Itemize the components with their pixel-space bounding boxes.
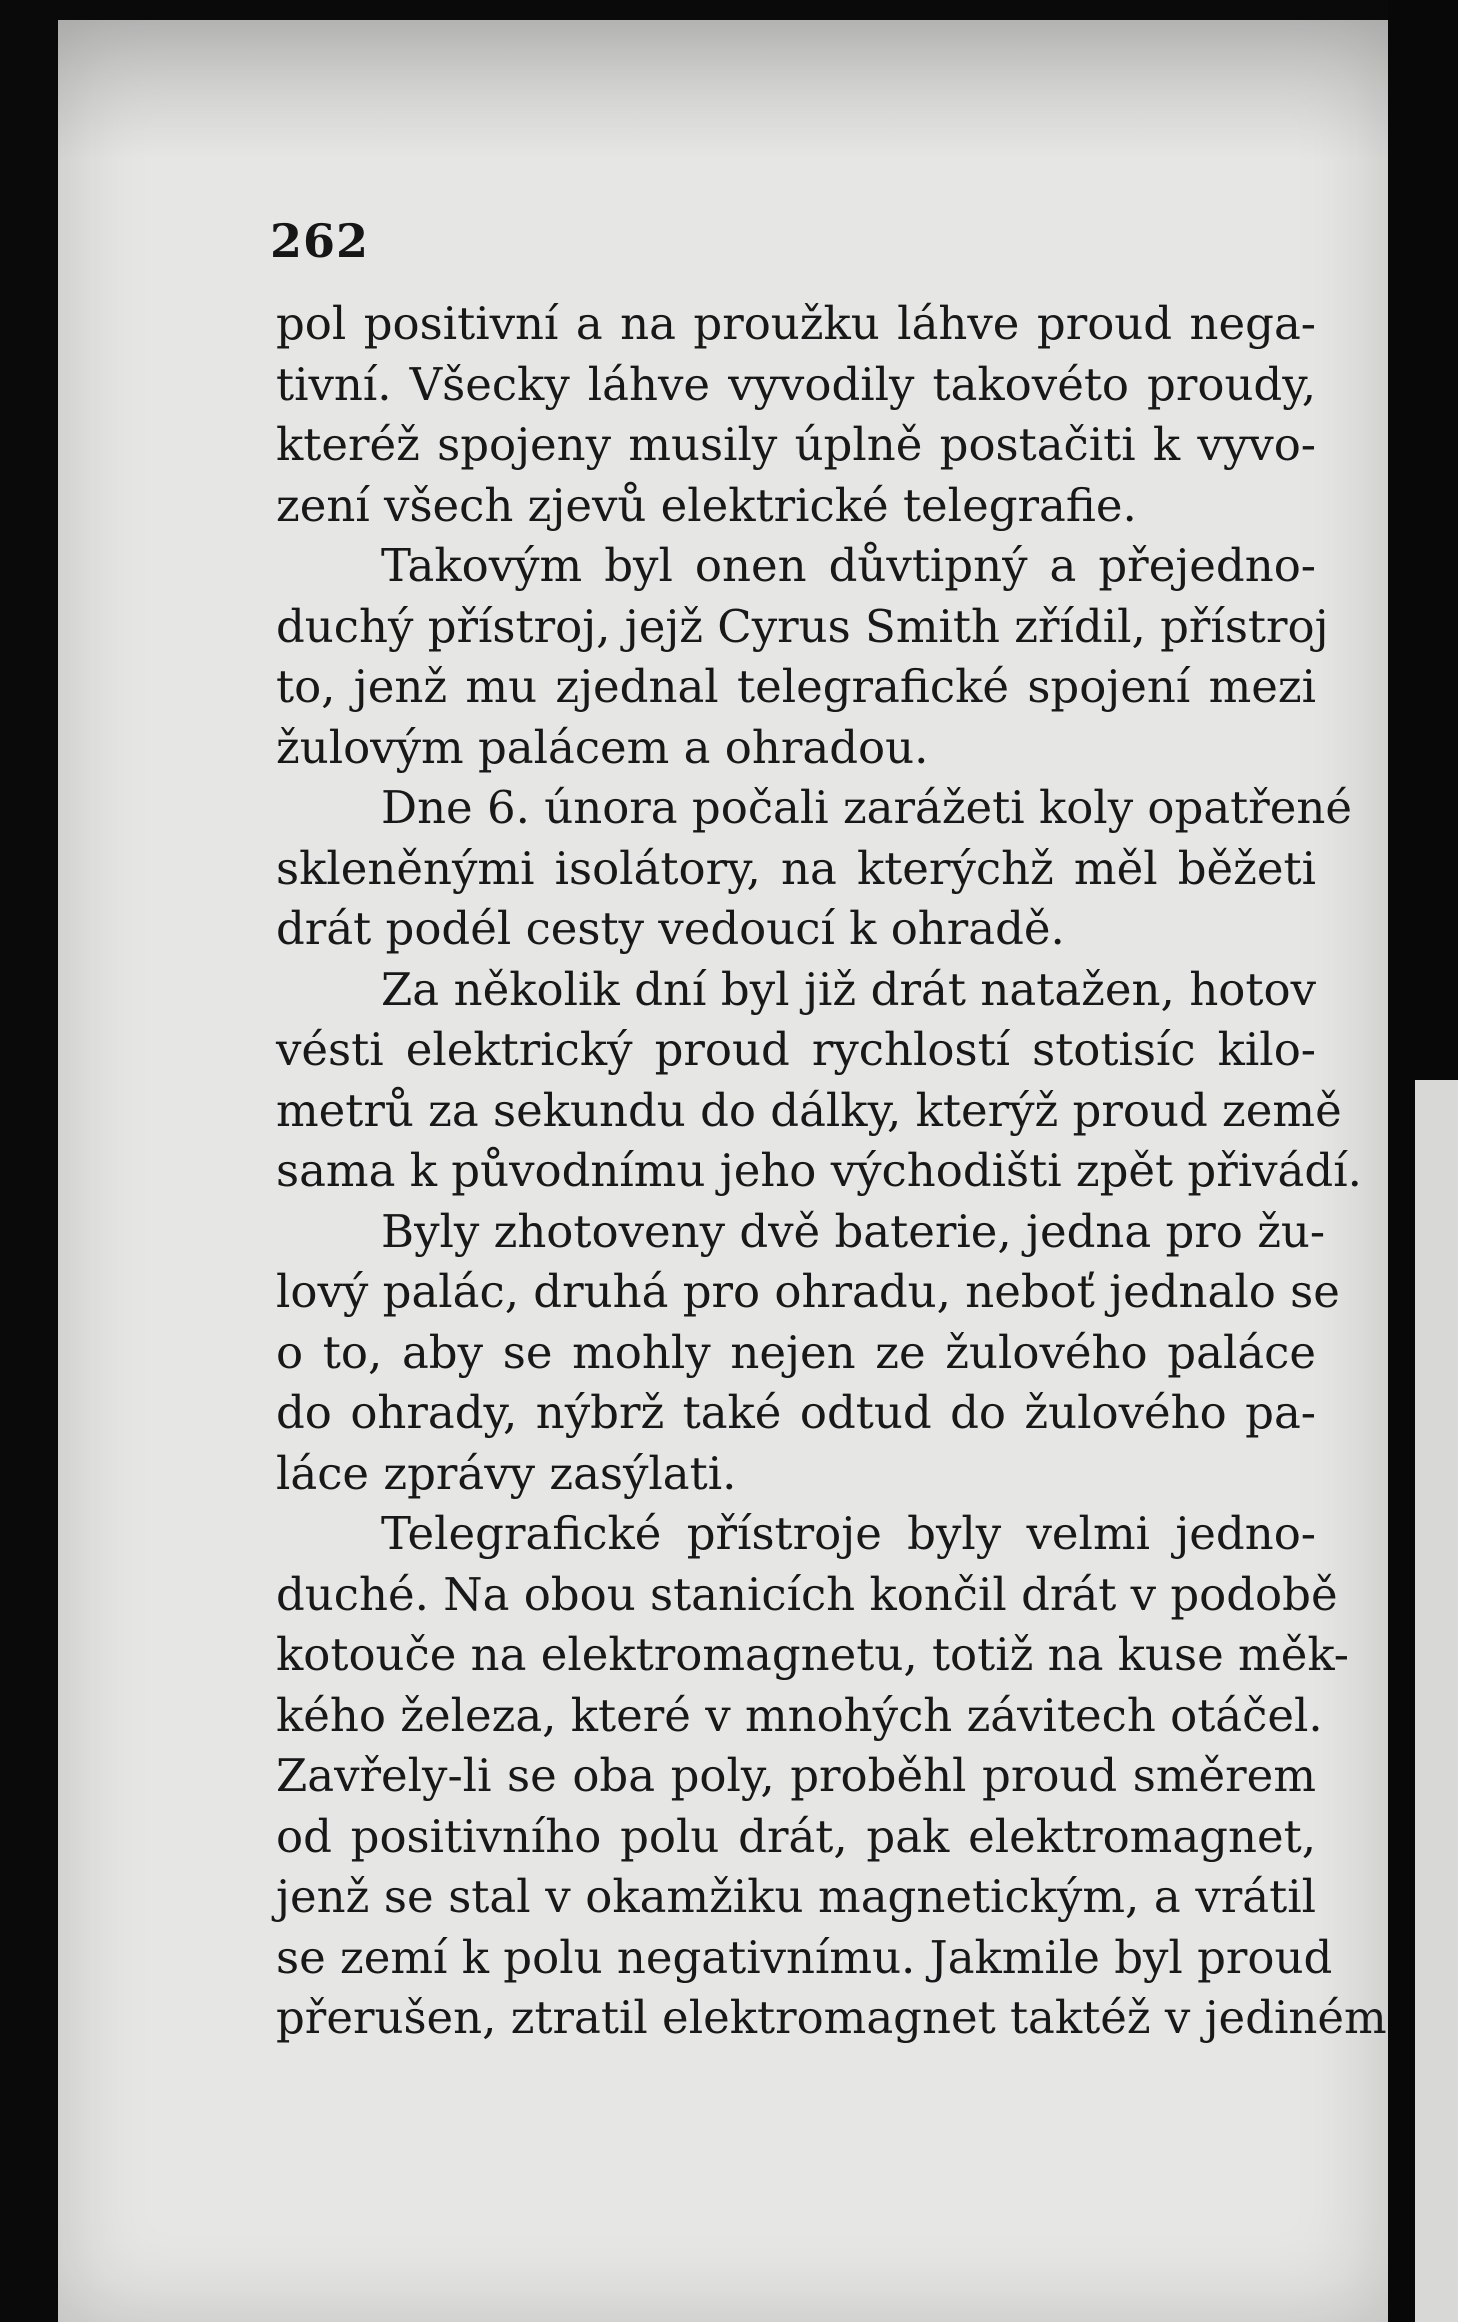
- text-line: skleněnými isolátory, na kterýchž měl běžeti: [276, 841, 1316, 895]
- text-line: lový palác, druhá pro ohradu, neboť jednalo se: [276, 1265, 1340, 1318]
- text-line: to, jenž mu zjednal telegrafické spojení mezi: [276, 660, 1316, 713]
- text-line: od positivního polu drát, pak elektromagnet,: [276, 1809, 1316, 1863]
- text-line: sama k původnímu jeho východišti zpět přivádí.: [276, 1144, 1362, 1197]
- text-line: o to, aby se mohly nejen ze žulového paláce: [276, 1325, 1316, 1379]
- text-line: duché. Na obou stanicích končil drát v podobě: [276, 1567, 1338, 1621]
- text-line: do ohrady, nýbrž také odtud do žulového pa-: [276, 1386, 1316, 1439]
- text-line: láce zprávy zasýlati.: [276, 1446, 737, 1500]
- text-line: Takovým byl onen důvtipný a přejedno-: [381, 539, 1316, 592]
- text-line: kteréž spojeny musily úplně postačiti k vyvo-: [276, 418, 1316, 471]
- text-line: žulovým palácem a ohradou.: [276, 720, 929, 774]
- text-line: tivní. Všecky láhve vyvodily takovéto proudy,: [276, 357, 1316, 411]
- text-line: metrů za sekundu do dálky, kterýž proud země: [276, 1083, 1342, 1137]
- page-number: 262: [270, 214, 370, 268]
- text-line: pol positivní a na proužku láhve proud nega-: [276, 297, 1316, 350]
- text-line: Za několik dní byl již drát natažen, hotov: [381, 962, 1316, 1016]
- page-stain: [58, 20, 1388, 160]
- text-line: kého železa, které v mnohých závitech otáčel.: [276, 1688, 1323, 1742]
- text-line: jenž se stal v okamžiku magnetickým, a vrátil: [276, 1870, 1316, 1923]
- body-text: [276, 294, 1387, 2049]
- text-line: drát podél cesty vedoucí k ohradě.: [276, 902, 1065, 955]
- adjacent-page-edge: [1415, 1080, 1458, 2322]
- text-line: Telegrafické přístroje byly velmi jedno-: [381, 1507, 1316, 1560]
- text-line: Dne 6. února počali zarážeti koly opatřené: [381, 781, 1352, 834]
- text-line: Byly zhotoveny dvě baterie, jedna pro žu-: [381, 1204, 1326, 1258]
- text-line: vésti elektrický proud rychlostí stotisíc kilo-: [276, 1023, 1316, 1076]
- text-line: kotouče na elektromagnetu, totiž na kuse měk-: [276, 1628, 1350, 1681]
- text-line: zení všech zjevů elektrické telegrafie.: [276, 478, 1137, 532]
- text-line: duchý přístroj, jejž Cyrus Smith zřídil, přístroj: [276, 599, 1329, 653]
- text-line: přerušen, ztratil elektromagnet taktéž v jediném: [276, 1991, 1387, 2044]
- text-line: se zemí k polu negativnímu. Jakmile byl proud: [276, 1930, 1333, 1984]
- text-line: Zavřely-li se oba poly, proběhl proud směrem: [276, 1749, 1316, 1802]
